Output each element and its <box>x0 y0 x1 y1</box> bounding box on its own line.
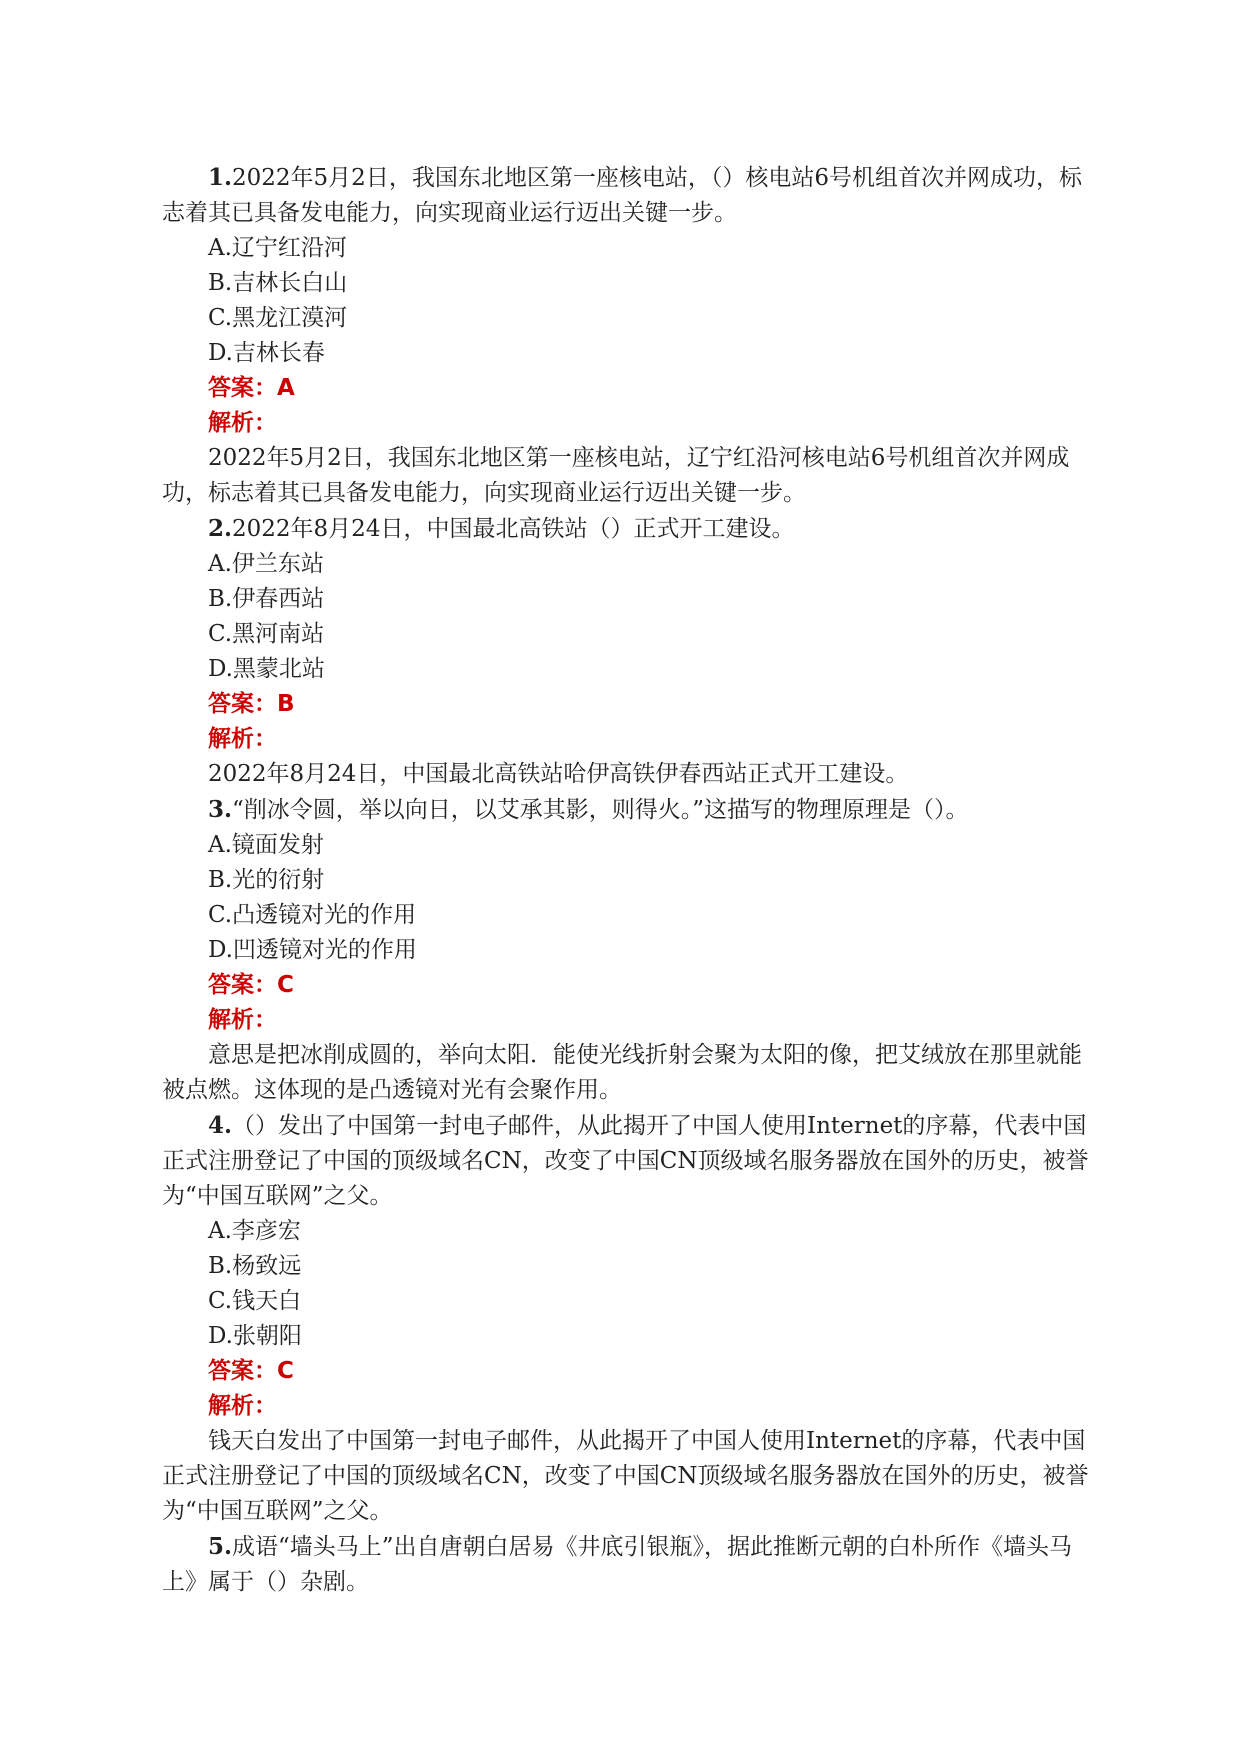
analysis-text: 钱天白发出了中国第一封电子邮件，从此揭开了中国人使用Internet的序幕，代表中国正式注册登记了中国的顶级域名CN，改变了中国CN顶级域名服务器放在国外的历史，被誉为“中国互联网”之父。 <box>162 1428 1089 1524</box>
option-d: D.张朝阳 <box>208 1323 302 1349</box>
option-c: C.黑河南站 <box>208 621 325 647</box>
question-text: （）发出了中国第一封电子邮件，从此揭开了中国人使用Internet的序幕，代表中国正式注册登记了中国的顶级域名CN，改变了中国CN顶级域名服务器放在国外的历史，被誉为“中国互联网”之父。 <box>162 1113 1089 1209</box>
question-number: 5. <box>208 1533 233 1560</box>
question-text: 成语“墙头马上”出自唐朝白居易《井底引银瓶》，据此推断元朝的白朴所作《墙头马上》属于（）杂剧。 <box>162 1534 1073 1595</box>
quiz-content <box>162 160 1092 1600</box>
option-b: B.吉林长白山 <box>208 270 348 296</box>
option-a: A.伊兰东站 <box>208 551 324 577</box>
option-b: B.光的衍射 <box>208 867 325 893</box>
analysis-text: 2022年8月24日，中国最北高铁站哈伊高铁伊春西站正式开工建设。 <box>208 761 909 787</box>
question-stem <box>162 1529 1092 1600</box>
question-stem <box>162 1108 1092 1214</box>
option-d: D.吉林长春 <box>208 340 325 366</box>
analysis-label: 解析： <box>208 1393 277 1419</box>
question-text: 2022年5月2日，我国东北地区第一座核电站，（）核电站6号机组首次并网成功，标志着其已具备发电能力，向实现商业运行迈出关键一步。 <box>162 165 1082 226</box>
question-number: 4. <box>208 1112 233 1139</box>
question-number: 2. <box>208 515 233 542</box>
question-stem <box>162 792 1092 828</box>
analysis-label: 解析： <box>208 1007 277 1033</box>
option-a: A.镜面发射 <box>208 832 324 858</box>
question-number: 1. <box>208 164 233 191</box>
option-b: B.伊春西站 <box>208 586 325 612</box>
analysis-text: 意思是把冰削成圆的，举向太阳．能使光线折射会聚为太阳的像，把艾绒放在那里就能被点燃。这体现的是凸透镜对光有会聚作用。 <box>162 1042 1082 1103</box>
analysis-label: 解析： <box>208 410 277 436</box>
option-b: B.杨致远 <box>208 1253 302 1279</box>
question-number: 3. <box>208 796 233 823</box>
analysis-text: 2022年5月2日，我国东北地区第一座核电站，辽宁红沿河核电站6号机组首次并网成功，标志着其已具备发电能力，向实现商业运行迈出关键一步。 <box>162 445 1070 506</box>
question-text: 2022年8月24日，中国最北高铁站（）正式开工建设。 <box>232 516 795 542</box>
answer-line: 答案：C <box>208 972 294 998</box>
option-c: C.凸透镜对光的作用 <box>208 902 417 928</box>
option-c: C.钱天白 <box>208 1288 302 1314</box>
question-stem <box>162 511 1092 547</box>
option-d: D.凹透镜对光的作用 <box>208 937 417 963</box>
question-text: “削冰令圆，举以向日，以艾承其影，则得火。”这描写的物理原理是（）。 <box>232 797 969 823</box>
option-a: A.李彦宏 <box>208 1218 301 1244</box>
analysis-label: 解析： <box>208 726 277 752</box>
answer-line: 答案：A <box>208 375 295 401</box>
question-stem <box>162 160 1092 231</box>
option-a: A.辽宁红沿河 <box>208 235 347 261</box>
answer-line: 答案：C <box>208 1358 294 1384</box>
option-c: C.黑龙江漠河 <box>208 305 348 331</box>
option-d: D.黑蒙北站 <box>208 656 325 682</box>
answer-line: 答案：B <box>208 691 295 717</box>
